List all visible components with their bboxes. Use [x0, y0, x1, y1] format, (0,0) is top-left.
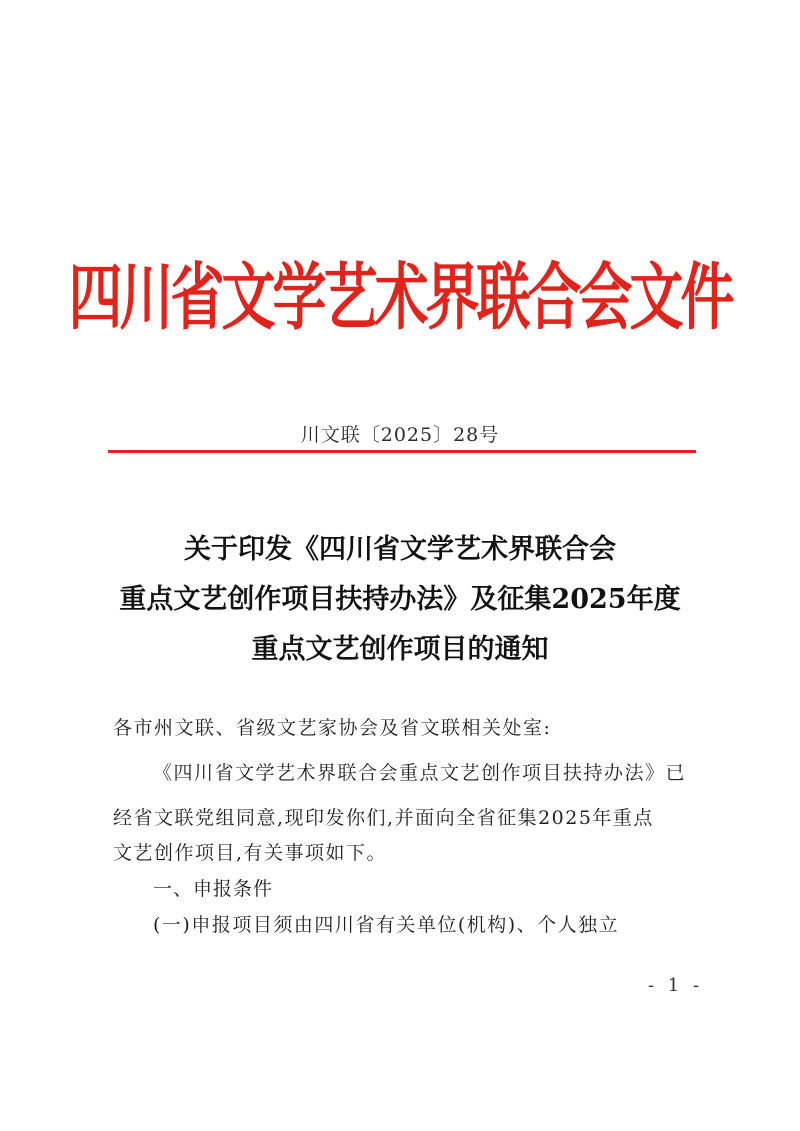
document-number: 川文联〔2025〕28号 — [300, 424, 500, 446]
notice-title-line: 重点文艺创作项目的通知 — [251, 634, 549, 665]
org-header-title: 四川省文学艺术界联合会文件 — [68, 254, 732, 340]
section-heading: 一、申报条件 — [153, 878, 274, 900]
paragraph-line: 经省文联党组同意,现印发你们,并面向全省征集2025年重点 — [113, 807, 654, 829]
header-divider — [108, 450, 696, 453]
paragraph-line: 《四川省文学艺术界联合会重点文艺创作项目扶持办法》已 — [153, 762, 687, 784]
salutation: 各市州文联、省级文艺家协会及省文联相关处室: — [113, 717, 552, 739]
item-line: (一)申报项目须由四川省有关单位(机构)、个人独立 — [153, 914, 620, 936]
paragraph-line: 文艺创作项目,有关事项如下。 — [113, 842, 388, 864]
page-number: - 1 - — [648, 975, 704, 996]
notice-title — [60, 525, 740, 675]
notice-title-line: 重点文艺创作项目扶持办法》及征集2025年度 — [119, 584, 681, 615]
notice-title-line: 关于印发《四川省文学艺术界联合会 — [184, 534, 616, 565]
